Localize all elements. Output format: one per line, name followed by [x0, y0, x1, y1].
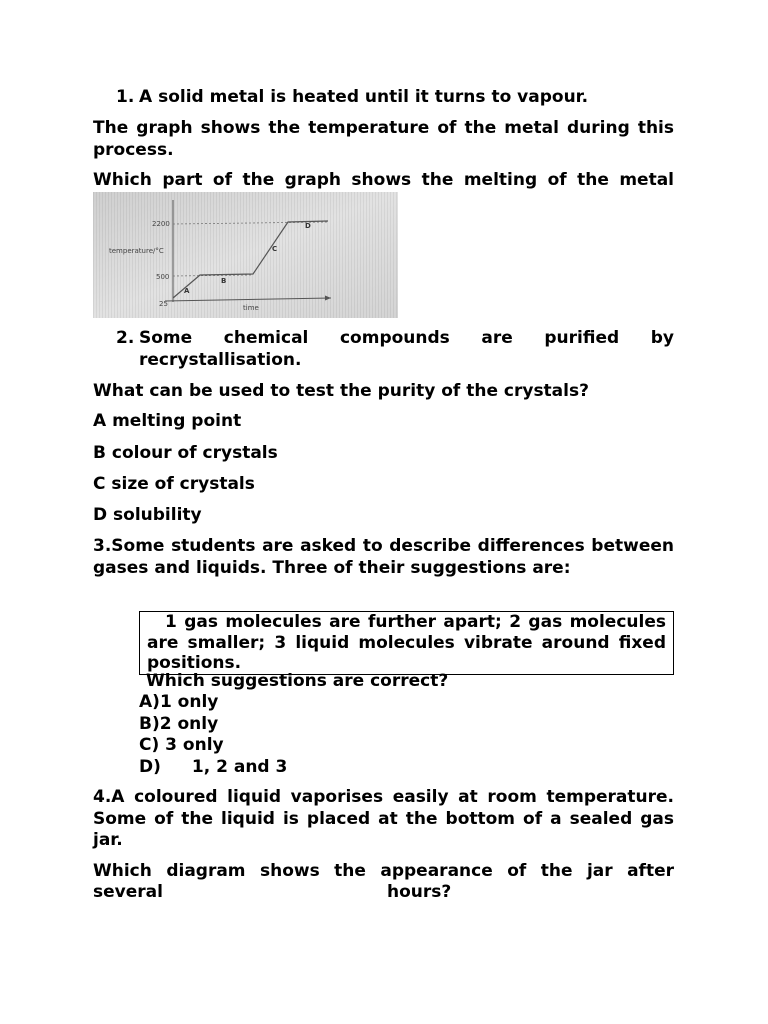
- q3-stem: 3.Some students are asked to describe differences between gases and liquids. Three of their suggestions are:: [93, 536, 674, 578]
- q3-option-a: [139, 692, 218, 714]
- tick-2200: 2200: [152, 220, 170, 228]
- q1-number: 1.: [116, 87, 135, 107]
- q2-number: 2.: [116, 328, 135, 348]
- option-letter: C): [139, 735, 160, 755]
- q3-question: Which suggestions are correct?: [146, 671, 449, 691]
- option-text: 3 only: [165, 735, 224, 755]
- q4-word-hours: hours?: [387, 882, 452, 902]
- option-letter: D): [139, 757, 161, 777]
- tick-500: 500: [156, 273, 170, 281]
- q1-stem: A solid metal is heated until it turns to vapour.: [139, 87, 589, 107]
- q3-option-b: [139, 714, 218, 736]
- q1-question: Which part of the graph shows the melting of the metal: [93, 170, 674, 190]
- segment-label-a: A: [184, 287, 190, 295]
- option-letter: A): [139, 692, 160, 712]
- q4-stem: 4.A coloured liquid vaporises easily at room temperature. Some of the liquid is placed at the bottom of a sealed gas jar.: [93, 787, 674, 850]
- q2-option-a: A melting point: [93, 411, 242, 431]
- q4-word-several: several: [93, 882, 163, 902]
- q4-question: Which diagram shows the appearance of the jar after: [93, 861, 674, 881]
- segment-label-c: C: [272, 245, 278, 253]
- q2-option-c: C size of crystals: [93, 474, 255, 494]
- q1-graph-description: The graph shows the temperature of the metal during this process.: [93, 118, 674, 160]
- q3-option-c: [139, 735, 224, 757]
- x-axis-label: time: [243, 304, 259, 312]
- q2-option-d: D solubility: [93, 505, 202, 525]
- heating-curve-graph: [93, 192, 398, 318]
- y-axis-label: temperature/°C: [109, 247, 164, 255]
- option-text: 1 only: [159, 692, 219, 712]
- q4-question-end: [93, 882, 674, 904]
- option-letter: B): [139, 714, 160, 734]
- q3-option-d: [139, 757, 287, 779]
- segment-label-b: B: [221, 277, 227, 285]
- q2-option-b: B colour of crystals: [93, 443, 278, 463]
- q3-suggestions-box: 1 gas molecules are further apart; 2 gas molecules are smaller; 3 liquid molecules vibrate around fixed positions.: [139, 611, 674, 675]
- tick-25: 25: [159, 300, 168, 308]
- segment-label-d: D: [305, 222, 311, 230]
- option-text: 1, 2 and 3: [191, 757, 288, 777]
- q2-stem: Some chemical compounds are purified by recrystallisation.: [139, 328, 674, 370]
- q2-question: What can be used to test the purity of the crystals?: [93, 381, 589, 401]
- option-text: 2 only: [159, 714, 219, 734]
